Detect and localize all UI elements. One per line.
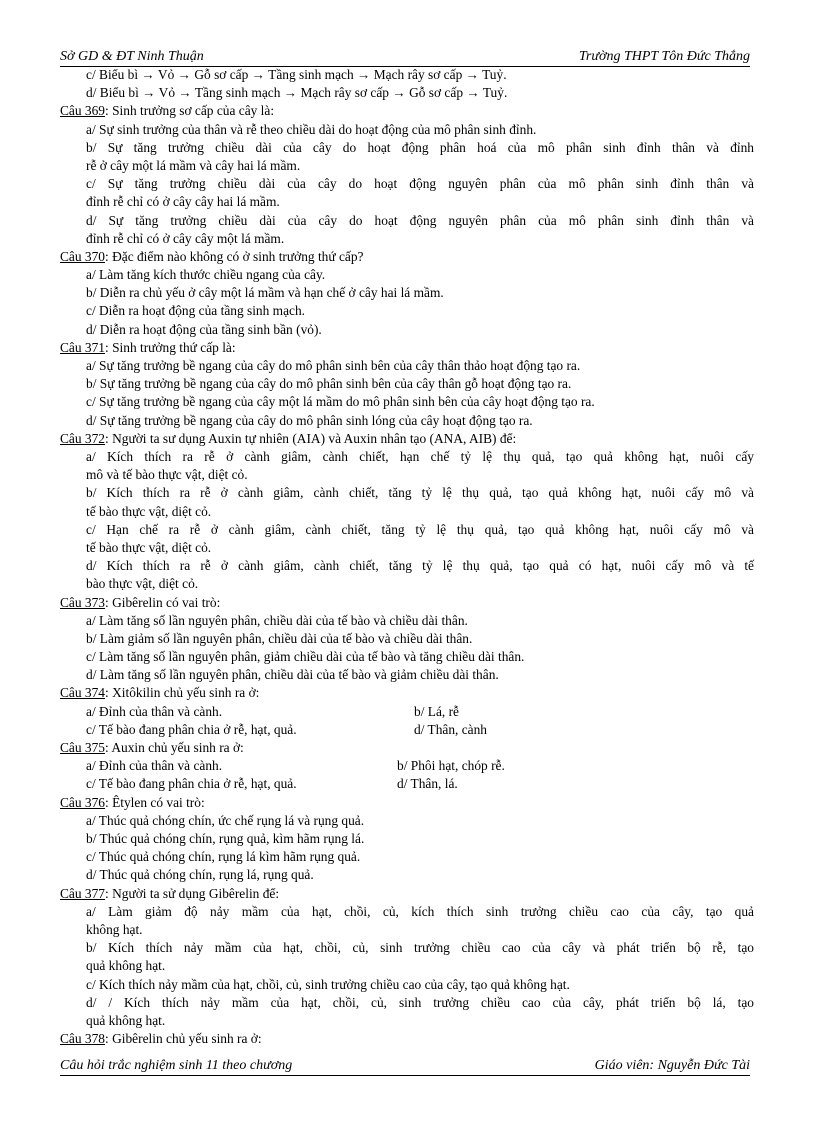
answer-option: d/ Thân, cành [414,721,488,737]
question-text: : Đặc điểm nào không có ở sinh trưởng thứ cấp? [105,248,364,264]
question-number: Câu 376 [60,794,106,810]
answer-line: b/ Sự tăng trưởng chiều dài của cây do hoạt động phân hoá của mô phân sinh đỉnh thân và đỉnh [86,139,754,155]
answer-line-cont: quả không hạt. [86,958,166,974]
answer-row [60,757,754,775]
answer-line: c/ Sự tăng trưởng chiều dài của cây do hoạt động nguyên phân của mô phân sinh đỉnh thân và [86,176,754,192]
question-text: : Êtylen có vai trò: [105,794,205,810]
answer-row [60,775,754,793]
answer-line-cont: không hạt. [86,921,143,937]
answer-line-cont: bào thực vật, diệt cỏ. [86,576,199,592]
question-374 [60,684,754,702]
answer-option: b/ Phôi hạt, chóp rễ. [397,758,505,774]
answer-line: a/ Làm tăng kích thước chiều ngang của cây. [86,267,326,283]
answer-line: b/ Diễn ra chủ yếu ở cây một lá mầm và hạn chế ở cây hai lá mầm. [86,285,444,301]
answer-line: b/ Kích thích nảy mầm của hạt, chồi, củ, sinh trưởng chiều cao của cây và phát triển bộ rễ, tạo [86,940,754,956]
footer-document-title: Câu hỏi trắc nghiệm sinh 11 theo chương [60,1058,293,1073]
question-content [60,66,754,1048]
answer-line: d/ Kích thích ra rễ ở cành giâm, cành chiết, tăng tỷ lệ thụ quả, tạo quả có hạt, nuôi cấy mô và tế [86,558,754,574]
question-number: Câu 375 [60,740,106,756]
page-header [60,48,750,67]
question-376 [60,794,754,812]
question-377 [60,885,754,903]
answer-line: d/ Diễn ra hoạt động của tầng sinh bần (vỏ). [86,321,322,337]
header-school-name: Trường THPT Tôn Đức Thắng [578,49,750,64]
question-371 [60,339,754,357]
question-number: Câu 371 [60,339,106,355]
answer-line: c/ Kích thích nảy mầm của hạt, chồi, củ, sinh trưởng chiều cao của cây, tạo quả không hạt. [86,976,570,992]
answer-line: a/ Kích thích ra rễ ở cành giâm, cành chiết, hạn chế tỷ lệ thụ quả, tạo quả không hạt, nuôi cấy [86,448,754,464]
answer-option: c/ Tế bào đang phân chia ở rễ, hạt, quả. [86,721,297,737]
answer-option: c/ Tế bào đang phân chia ở rễ, hạt, quả. [86,776,297,792]
question-number: Câu 369 [60,103,106,119]
answer-line: d/ Thúc quả chóng chín, rụng lá, rụng quả. [86,867,314,883]
question-369 [60,102,754,120]
answer-row [60,721,754,739]
question-number: Câu 370 [60,248,106,264]
answer-line: b/ Thúc quả chóng chín, rụng quả, kìm hãm rụng lá. [86,830,365,846]
question-370 [60,248,754,266]
question-378 [60,1030,754,1048]
question-text: : Người ta sư dụng Auxin tự nhiên (AIA) và Auxin nhân tạo (ANA, AIB) để: [105,430,517,446]
answer-line: d/ Làm tăng số lần nguyên phân, chiều dài của tế bào và giảm chiều dài thân. [86,667,499,683]
question-375 [60,739,754,757]
question-text: : Gibêrelin có vai trò: [105,594,221,610]
answer-line-cont: rễ ở cây một lá mầm và cây hai lá mầm. [86,157,301,173]
answer-line-cont: quả không hạt. [86,1012,166,1028]
question-text: : Người ta sử dụng Gibêrelin để: [105,885,280,901]
answer-line: c/ Diễn ra hoạt động của tầng sinh mạch. [86,303,306,319]
answer-option: a/ Đỉnh của thân và cành. [86,758,223,774]
answer-line-cont: đỉnh rễ chỉ có ở cây cây một lá mầm. [86,230,285,246]
footer-teacher-name: Giáo viên: Nguyễn Đức Tài [594,1058,750,1073]
answer-line: c/ Biểu bì → Vỏ → Gỗ sơ cấp → Tầng sinh mạch → Mạch rây sơ cấp → Tuỷ. [86,67,507,82]
answer-line-cont: mô và tế bào thực vật, diệt cỏ. [86,467,248,483]
answer-row [60,703,754,721]
answer-line: d/ / Kích thích nảy mầm của hạt, chồi, củ, sinh trưởng chiều cao của cây, phát triển bộ lá, tạo [86,994,754,1010]
answer-line: c/ Làm tăng số lần nguyên phân, giảm chiều dài của tế bào và tăng chiều dài thân. [86,649,525,665]
answer-line: d/ Sự tăng trưởng chiều dài của cây do hoạt động nguyên phân của mô phân sinh đỉnh thân và [86,212,754,228]
answer-line: a/ Thúc quả chóng chín, ức chế rụng lá và rụng quả. [86,812,365,828]
question-number: Câu 372 [60,430,106,446]
answer-option: b/ Lá, rễ [414,703,459,719]
answer-line: d/ Biểu bì → Vỏ → Tầng sinh mạch → Mạch rây sơ cấp → Gỗ sơ cấp → Tuỷ. [86,85,508,101]
answer-option: d/ Thân, lá. [397,776,458,792]
answer-line-cont: tế bào thực vật, diệt cỏ. [86,539,212,555]
answer-line-cont: đỉnh rễ chỉ có ở cây cây hai lá mầm. [86,194,280,210]
answer-line: d/ Sự tăng trưởng bề ngang của cây do mô phân sinh lóng của cây hoạt động tạo ra. [86,412,533,428]
question-number: Câu 373 [60,594,106,610]
answer-line: a/ Làm tăng số lần nguyên phân, chiều dài của tế bào và chiều dài thân. [86,612,468,628]
question-372 [60,430,754,448]
question-number: Câu 374 [60,685,106,701]
header-school-department: Sở GD & ĐT Ninh Thuận [60,49,204,64]
question-text: : Auxin chủ yếu sinh ra ở: [105,740,244,756]
question-text: : Sinh trưởng sơ cấp của cây là: [105,103,275,119]
question-text: : Gibêrelin chủ yếu sinh ra ở: [105,1031,262,1047]
answer-line: b/ Kích thích ra rễ ở cành giâm, cành chiết, tăng tỷ lệ thụ quả, tạo quả không hạt, nuôi cấy mô và [86,485,754,501]
answer-line: b/ Làm giảm số lần nguyên phân, chiều dài của tế bào và chiều dài thân. [86,630,473,646]
answer-line: a/ Làm giảm độ nảy mầm của hạt, chồi, củ, kích thích sinh trưởng chiều cao của cây, tạo quả [86,903,754,919]
question-number: Câu 378 [60,1031,106,1047]
page-footer [60,1057,750,1076]
question-text: : Sinh trưởng thứ cấp là: [105,339,236,355]
answer-option: a/ Đỉnh của thân và cành. [86,703,223,719]
answer-line: c/ Thúc quả chóng chín, rụng lá kìm hãm rụng quả. [86,849,361,865]
answer-line-cont: tế bào thực vật, diệt cỏ. [86,503,212,519]
answer-line: c/ Sự tăng trưởng bề ngang của cây một lá mầm do mô phân sinh bên của cây hoạt động tạo ra. [86,394,595,410]
question-number: Câu 377 [60,885,106,901]
question-373 [60,594,754,612]
answer-line: c/ Hạn chế ra rễ ở cành giâm, cành chiết, tăng tỷ lệ thụ quả, tạo quả không hạt, nuôi cấy mô và [86,521,754,537]
answer-line: a/ Sự tăng trưởng bề ngang của cây do mô phân sinh bên của cây thân thảo hoạt động tạo ra. [86,358,581,374]
question-text: : Xitôkilin chủ yếu sinh ra ở: [105,685,260,701]
answer-line: b/ Sự tăng trưởng bề ngang của cây do mô phân sinh bên của cây thân gỗ hoạt động tạo ra. [86,376,572,392]
answer-line: a/ Sự sinh trưởng của thân và rễ theo chiều dài do hoạt động của mô phân sinh đỉnh. [86,121,537,137]
